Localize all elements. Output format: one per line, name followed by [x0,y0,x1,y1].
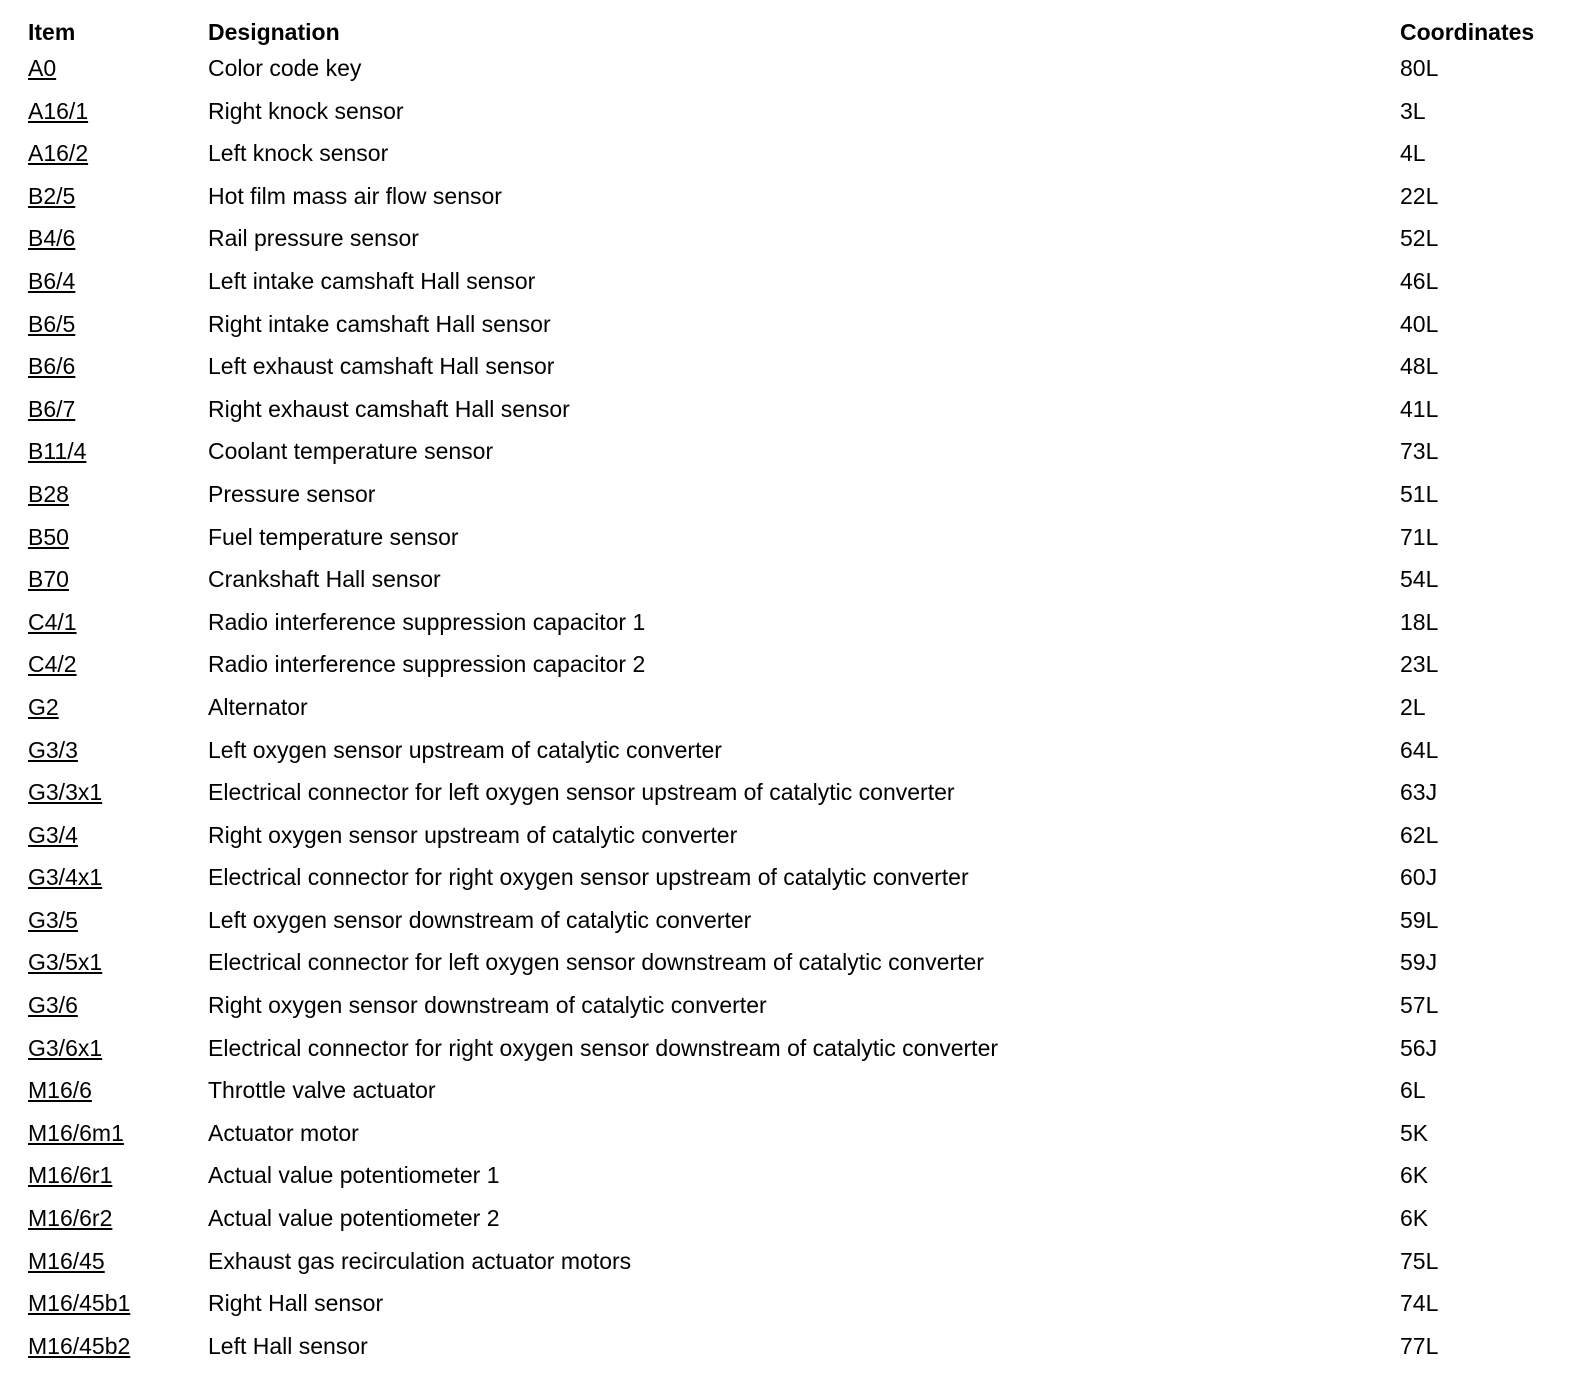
table-row [0,1247,1584,1290]
designation-cell: Left oxygen sensor downstream of catalytic converter [208,906,752,933]
coordinates-cell: 6K [1400,1205,1429,1232]
designation-cell: Right Hall sensor [208,1290,384,1317]
coordinates-cell: 46L [1400,267,1439,294]
coordinates-cell: 74L [1400,1290,1439,1317]
designation-cell: Right exhaust camshaft Hall sensor [208,395,570,422]
coordinates-cell: 41L [1400,395,1439,422]
coordinates-cell: 23L [1400,651,1439,678]
designation-cell: Right oxygen sensor downstream of catalytic converter [208,992,767,1019]
designation-cell: Right oxygen sensor upstream of catalytic converter [208,821,738,848]
coordinates-cell: 54L [1400,566,1439,593]
coordinates-cell: 62L [1400,821,1439,848]
designation-cell: Left oxygen sensor upstream of catalytic converter [208,736,722,763]
table-row [0,948,1584,991]
coordinates-cell: 59J [1400,949,1438,976]
table-row [0,437,1584,480]
table-row [0,736,1584,779]
item-link[interactable]: M16/6r2 [28,1205,113,1232]
table-row [0,395,1584,438]
table-row [0,182,1584,225]
item-link[interactable]: C4/1 [28,608,77,635]
table-row [0,54,1584,97]
designation-cell: Electrical connector for right oxygen sensor downstream of catalytic converter [208,1034,999,1061]
table-row [0,991,1584,1034]
coordinates-cell: 77L [1400,1332,1439,1359]
item-link[interactable]: G3/5x1 [28,949,103,976]
table-row [0,1204,1584,1247]
item-link[interactable]: M16/6 [28,1077,92,1104]
coordinates-cell: 51L [1400,480,1439,507]
item-link[interactable]: B6/5 [28,310,76,337]
item-link[interactable]: B2/5 [28,182,76,209]
coordinates-cell: 71L [1400,523,1439,550]
coordinates-cell: 60J [1400,864,1438,891]
item-link[interactable]: M16/45b1 [28,1290,131,1317]
item-link[interactable]: M16/45 [28,1247,105,1274]
coordinates-cell: 52L [1400,225,1439,252]
designation-cell: Left intake camshaft Hall sensor [208,267,536,294]
item-link[interactable]: A16/1 [28,97,89,124]
coordinates-cell: 73L [1400,438,1439,465]
item-link[interactable]: B6/7 [28,395,76,422]
designation-cell: Color code key [208,55,362,81]
designation-cell: Radio interference suppression capacitor 1 [208,608,646,635]
item-link[interactable]: M16/6m1 [28,1119,124,1146]
item-link[interactable]: G3/3x1 [28,779,103,806]
table-row [0,352,1584,395]
header-item: Item [28,19,76,45]
designation-cell: Right knock sensor [208,97,404,124]
designation-cell: Electrical connector for left oxygen sensor upstream of catalytic converter [208,779,955,806]
coordinates-cell: 22L [1400,182,1439,209]
designation-cell: Electrical connector for left oxygen sensor downstream of catalytic converter [208,949,984,976]
designation-cell: Actuator motor [208,1119,359,1146]
table-row [0,863,1584,906]
designation-cell: Electrical connector for right oxygen sensor upstream of catalytic converter [208,864,969,891]
table-row [0,1161,1584,1204]
designation-cell: Left exhaust camshaft Hall sensor [208,353,555,380]
table-row [0,139,1584,182]
table-row [0,224,1584,267]
coordinates-cell: 64L [1400,736,1439,763]
item-link[interactable]: G3/6 [28,992,78,1019]
table-row [0,778,1584,821]
designation-cell: Pressure sensor [208,480,376,507]
table-row [0,693,1584,736]
designation-cell: Radio interference suppression capacitor 2 [208,651,646,678]
designation-cell: Fuel temperature sensor [208,523,459,550]
coordinates-cell: 57L [1400,992,1439,1019]
item-link[interactable]: G3/3 [28,736,78,763]
item-link[interactable]: G3/5 [28,906,78,933]
coordinates-cell: 6L [1400,1077,1426,1104]
item-link[interactable]: M16/45b2 [28,1332,131,1359]
table-row [0,1034,1584,1077]
designation-cell: Crankshaft Hall sensor [208,566,441,593]
coordinates-cell: 2L [1400,693,1426,720]
item-link[interactable]: A16/2 [28,140,89,167]
item-link[interactable]: B11/4 [28,438,87,465]
designation-cell: Exhaust gas recirculation actuator motors [208,1247,632,1274]
item-link[interactable]: G3/6x1 [28,1034,103,1061]
table-row [0,480,1584,523]
item-link[interactable]: G3/4x1 [28,864,103,891]
coordinates-cell: 3L [1400,97,1426,124]
designation-cell: Actual value potentiometer 1 [208,1162,500,1189]
table-row [0,1076,1584,1119]
coordinates-cell: 5K [1400,1119,1429,1146]
item-link[interactable]: B6/6 [28,353,76,380]
table-row [0,906,1584,949]
table-row [0,565,1584,608]
coordinates-cell: 80L [1400,55,1439,81]
designation-cell: Hot film mass air flow sensor [208,182,502,209]
item-link[interactable]: B70 [28,566,69,593]
designation-cell: Rail pressure sensor [208,225,419,252]
designation-cell: Coolant temperature sensor [208,438,494,465]
table-row [0,97,1584,140]
coordinates-cell: 4L [1400,140,1426,167]
designation-cell: Left Hall sensor [208,1332,368,1359]
designation-cell: Actual value potentiometer 2 [208,1205,500,1232]
table-row [0,650,1584,693]
coordinates-cell: 48L [1400,353,1439,380]
table-row [0,1332,1584,1375]
table-row [0,1119,1584,1162]
coordinates-cell: 56J [1400,1034,1438,1061]
item-link[interactable]: B28 [28,480,69,507]
designation-cell: Left knock sensor [208,140,389,167]
table-row [0,267,1584,310]
table-header [0,0,1584,54]
designation-cell: Throttle valve actuator [208,1077,436,1104]
coordinates-cell: 63J [1400,779,1438,806]
coordinates-cell: 18L [1400,608,1439,635]
item-link[interactable]: A0 [28,55,57,81]
coordinates-cell: 40L [1400,310,1439,337]
item-link[interactable]: B6/4 [28,267,76,294]
coordinates-cell: 75L [1400,1247,1439,1274]
designation-cell: Alternator [208,693,308,720]
coordinates-cell: 6K [1400,1162,1429,1189]
item-link[interactable]: M16/6r1 [28,1162,113,1189]
table-row [0,1289,1584,1332]
designation-cell: Right intake camshaft Hall sensor [208,310,551,337]
item-link[interactable]: C4/2 [28,651,77,678]
header-coordinates: Coordinates [1400,19,1535,45]
header-designation: Designation [208,19,340,45]
item-link[interactable]: G3/4 [28,821,78,848]
coordinates-cell: 59L [1400,906,1439,933]
table-row [0,821,1584,864]
item-link[interactable]: B50 [28,523,69,550]
item-link[interactable]: G2 [28,693,59,720]
item-link[interactable]: B4/6 [28,225,76,252]
table-row [0,523,1584,566]
table-row [0,608,1584,651]
table-body [0,54,1584,1374]
table-row [0,310,1584,353]
